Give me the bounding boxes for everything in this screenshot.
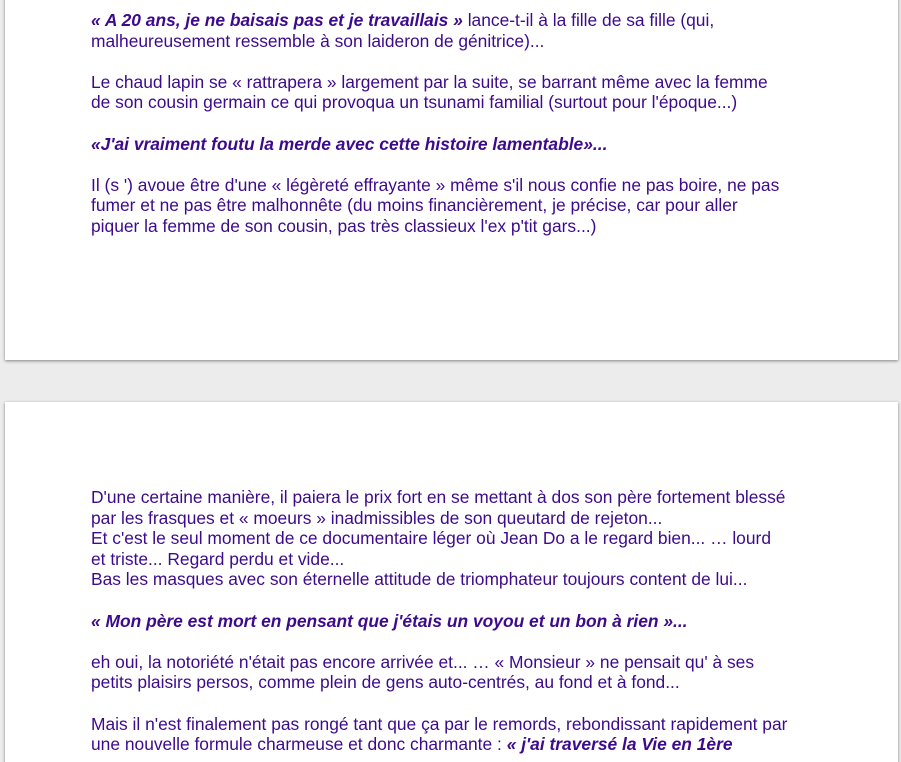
paragraph-5-line-4: et triste... Regard perdu et vide... [91, 548, 345, 569]
paragraph-4-line-2: fumer et ne pas être malhonnête (du moins financièrement, je précise, car pour aller [91, 195, 738, 216]
paragraph-7 [91, 652, 821, 693]
quote-mon-pere: « Mon père est mort en pensant que j'étais un voyou et un bon à rien »... [91, 610, 688, 631]
paragraph-5 [91, 487, 821, 590]
document-page-1 [5, 0, 898, 360]
quote-vie-en-1ere: « j'ai traversé la Vie en 1ère [506, 734, 733, 755]
paragraph-2-line-1: Le chaud lapin se « rattrapera » largement par la suite, se barrant même avec la femme [91, 71, 768, 92]
document-page-2 [5, 402, 898, 762]
paragraph-5-line-3: Et c'est le seul moment de ce documentaire léger où Jean Do a le regard bien... … lourd [91, 528, 771, 549]
quote-histoire-lamentable: «J'ai vraiment foutu la merde avec cette histoire lamentable»... [91, 133, 608, 154]
paragraph-5-line-5: Bas les masques avec son éternelle attitude de triomphateur toujours content de lui... [91, 569, 748, 590]
paragraph-7-line-1: eh oui, la notoriété n'était pas encore arrivée et... … « Monsieur » ne pensait qu' à ses [91, 651, 755, 672]
paragraph-7-line-2: petits plaisirs persos, comme plein de gens auto-centrés, au fond et à fond... [91, 672, 680, 693]
paragraph-5-line-1: D'une certaine manière, il paiera le prix fort en se mettant à dos son père fortement blessé [91, 487, 786, 507]
paragraph-2-line-2: de son cousin germain ce qui provoqua un tsunami familial (surtout pour l'époque...) [91, 92, 738, 113]
paragraph-8 [91, 714, 821, 755]
page-1-text [91, 10, 821, 237]
paragraph-8-line-2: une nouvelle formule charmeuse et donc charmante : [91, 734, 507, 755]
paragraph-5-line-2: par les frasques et « moeurs » inadmissibles de son queutard de rejeton... [91, 507, 663, 528]
paragraph-4-line-3: piquer la femme de son cousin, pas très classieux l'ex p'tit gars...) [91, 215, 597, 236]
paragraph-4 [91, 175, 821, 237]
paragraph-1-line-2: malheureusement ressemble à son laideron de génitrice)... [91, 30, 545, 51]
quote-20-ans: « A 20 ans, je ne baisais pas et je travaillais » [91, 10, 463, 30]
paragraph-3 [91, 134, 821, 155]
paragraph-4-line-1: Il (s ') avoue être d'une « légèreté effrayante » même s'il nous confie ne pas boire, ne pas [91, 174, 780, 195]
paragraph-1-line-1: lance-t-il à la fille de sa fille (qui, [462, 10, 715, 30]
paragraph-8-line-1: Mais il n'est finalement pas rongé tant que ça par le remords, rebondissant rapidement par [91, 713, 788, 734]
paragraph-1 [91, 10, 821, 51]
page-2-text [91, 487, 821, 755]
paragraph-6 [91, 611, 821, 632]
paragraph-2 [91, 72, 821, 113]
